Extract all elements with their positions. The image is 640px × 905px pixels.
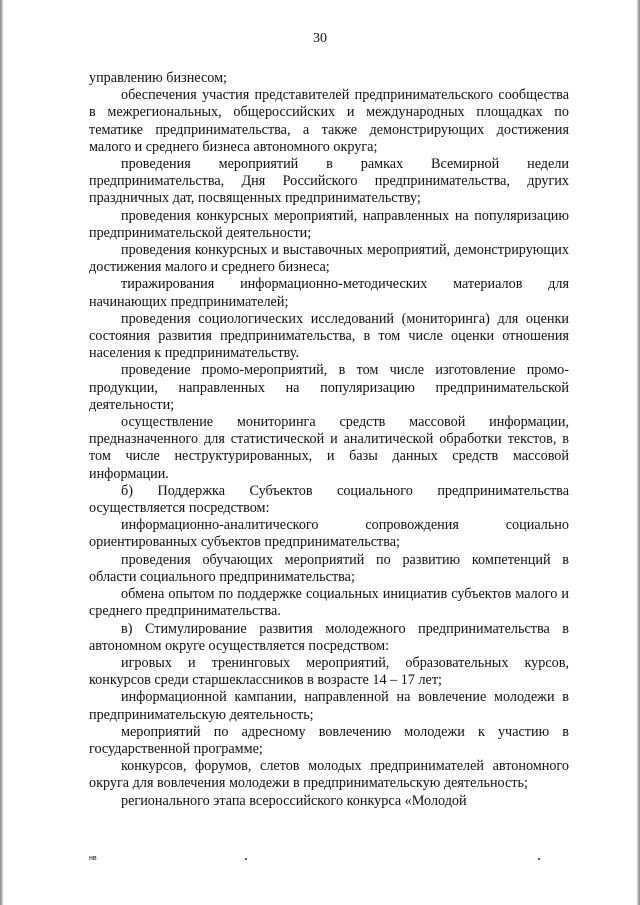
paragraph: тиражирования информационно-методических материалов для начинающих предпринимателей;	[89, 276, 569, 310]
paragraph: проведения социологических исследований (мониторинга) для оценки состояния развития предпринимательства, в том числе оценки отношения населения к предпринимательству.	[89, 310, 569, 362]
paragraph: информационной кампании, направленной на вовлечение молодежи в предпринимательскую деятельность;	[89, 689, 569, 723]
paragraph: проведения конкурсных и выставочных мероприятий, демонстрирующих достижения малого и среднего бизнеса;	[89, 242, 569, 276]
paragraph: конкурсов, форумов, слетов молодых предпринимателей автономного округа для вовлечения молодежи в предпринимательскую деятельность;	[89, 758, 569, 792]
footer-code: нв	[89, 855, 97, 862]
paragraph: информационно-аналитического сопровождения социально ориентированных субъектов предпринимательства;	[89, 517, 569, 551]
paragraph: осуществление мониторинга средств массовой информации, предназначенного для статистической и аналитической обработки текстов, в том числе неструктурированных, и базы данных средств массовой информации.	[89, 414, 569, 482]
paragraph: в) Стимулирование развития молодежного предпринимательства в автономном округе осуществляется посредством:	[89, 620, 569, 654]
paragraph: управлению бизнесом;	[89, 70, 227, 86]
paragraph: мероприятий по адресному вовлечению молодежи к участию в государственной программе;	[89, 723, 569, 757]
paragraph: проведения конкурсных мероприятий, направленных на популяризацию предпринимательской деятельности;	[89, 207, 569, 241]
paragraph: проведение промо-мероприятий, в том числе изготовление промо-продукции, направленных на популяризацию предпринимательской деятельности;	[89, 362, 569, 413]
paragraph: игровых и тренинговых мероприятий, образовательных курсов, конкурсов среди старшеклассников в возрасте 14 – 17 лет;	[89, 654, 569, 689]
body-text	[89, 70, 569, 810]
page-number: 30	[313, 31, 327, 46]
paragraph: регионального этапа всероссийского конкурса «Молодой	[121, 792, 467, 809]
paragraph: обмена опытом по поддержке социальных инициатив субъектов малого и среднего предпринимательства.	[89, 586, 569, 620]
paragraph: обеспечения участия представителей предпринимательского сообщества в межрегиональных, общероссийских и международных площадках по тематике предпринимательства, а также демонстрирующих достижения малого и среднего бизнеса автономного округа;	[89, 87, 569, 155]
scan-speck	[245, 858, 247, 860]
paragraph: б) Поддержка Субъектов социального предпринимательства осуществляется посредством:	[89, 482, 569, 517]
paragraph: проведения мероприятий в рамках Всемирной недели предпринимательства, Дня Российского предпринимательства, других праздничных дат, посвященных предпринимательству;	[89, 156, 569, 207]
paragraph: проведения обучающих мероприятий по развитию компетенций в области социального предпринимательства;	[89, 551, 569, 585]
scan-edge-left	[0, 0, 3, 905]
scan-speck	[538, 858, 540, 860]
